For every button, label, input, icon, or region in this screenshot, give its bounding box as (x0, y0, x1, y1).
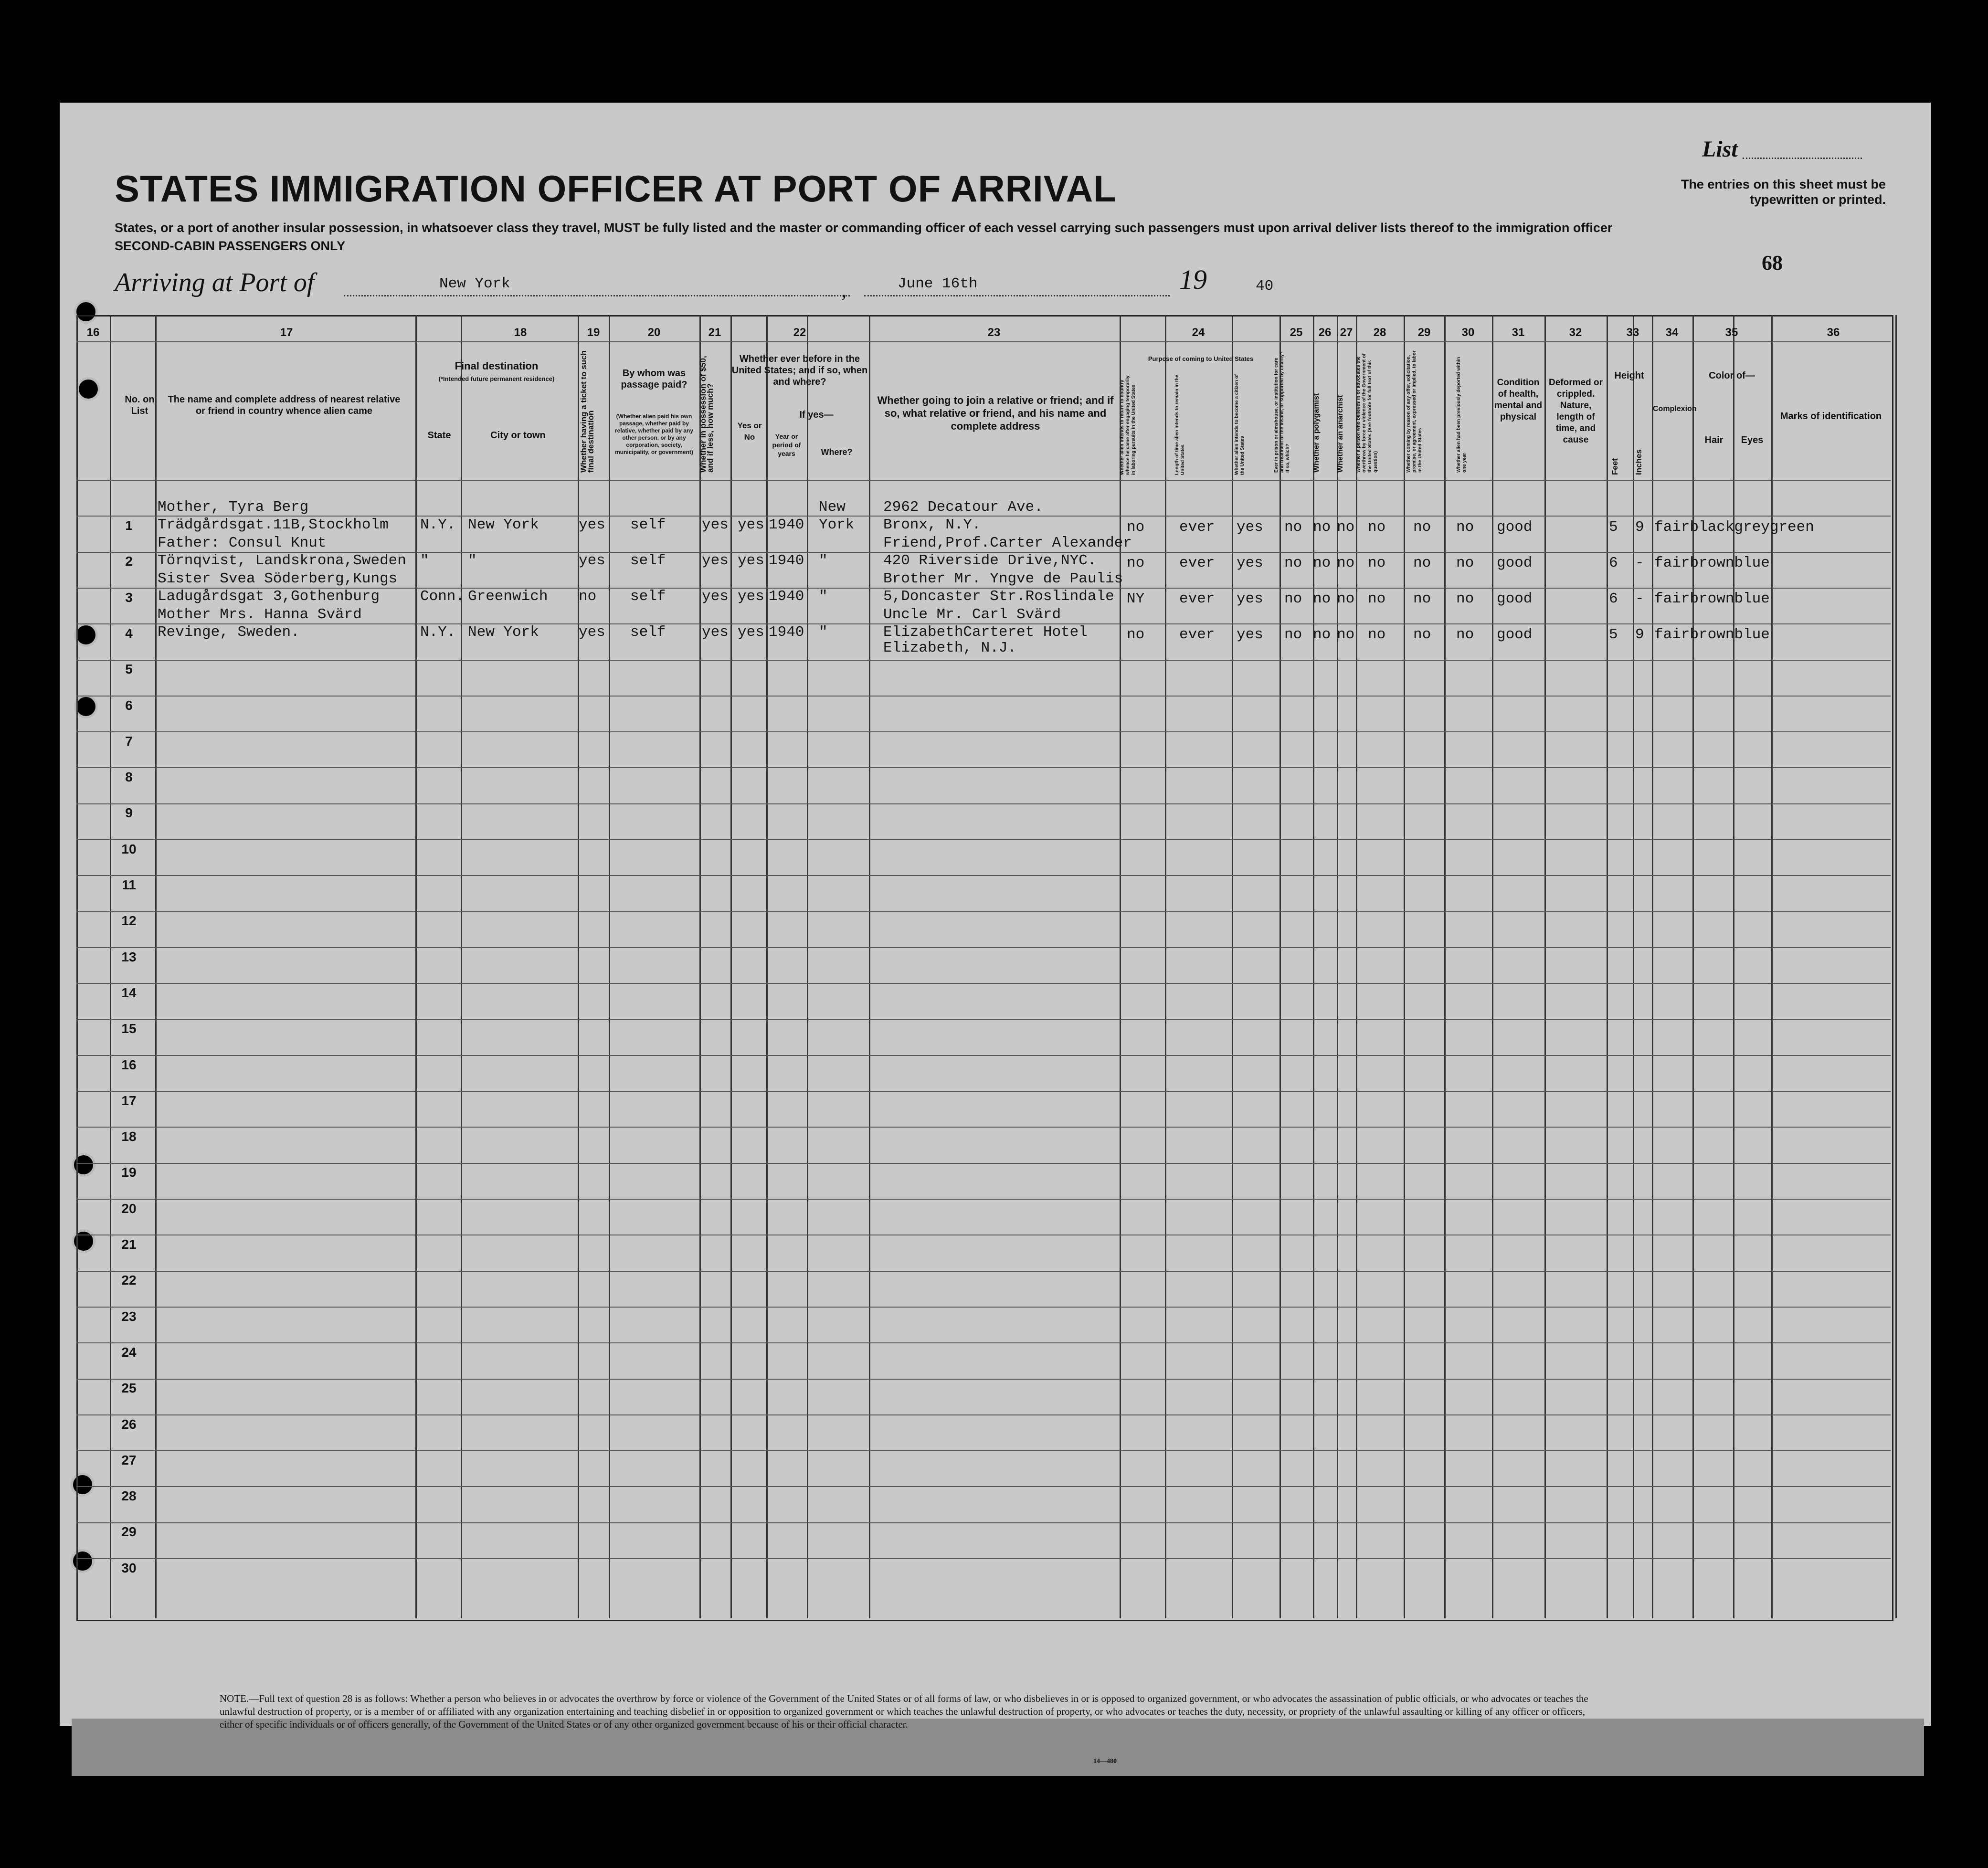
row-divider (76, 1019, 1891, 1020)
column-divider (1356, 315, 1357, 1618)
column-divider (1771, 315, 1773, 1618)
column-number: 16 (86, 326, 100, 339)
column-number: 34 (1665, 326, 1679, 339)
entry-city: " (468, 552, 477, 569)
entry-where: New (819, 499, 846, 516)
column-divider (1607, 315, 1608, 1618)
row-number: 5 (125, 662, 133, 677)
entry-polygamist: no (1313, 519, 1331, 536)
entry-length-of-stay: ever (1179, 626, 1215, 643)
entry-health: good (1497, 519, 1533, 536)
row-number: 12 (121, 913, 137, 929)
header-final-destination-note: (*Intended future permanent residence) (438, 375, 555, 382)
column-divider (461, 315, 462, 1618)
entry-state: N.Y. (420, 517, 456, 533)
row-number: 20 (121, 1201, 137, 1216)
port-value: New York (439, 275, 510, 292)
entry-relative-address: Ladugårdsgat 3,Gothenburg (158, 588, 380, 605)
entry-height-feet: 5 (1609, 626, 1618, 643)
header-offer: Whether coming by reason of any offer, solicitation, promise, or agreement, expressed or implied, to labor in the United States (1406, 350, 1423, 473)
class-line: SECOND-CABIN PASSENGERS ONLY (115, 239, 346, 253)
header-year-or-period: Year or period of years (772, 433, 801, 457)
entry-passage-paid: self (630, 588, 666, 605)
column-divider (1692, 315, 1694, 1618)
header-join-relative: Whether going to join a relative or friend; and if so, what relative or friend, and his name and complete address (877, 394, 1114, 432)
row-number: 16 (121, 1057, 137, 1072)
comma-separator: , (841, 278, 846, 302)
row-divider (76, 803, 1891, 804)
entry-state: " (420, 552, 429, 569)
column-divider (415, 315, 417, 1618)
column-number: 29 (1417, 326, 1431, 339)
row-number: 29 (121, 1524, 137, 1540)
entry-state: Conn. (420, 588, 465, 605)
row-number: 18 (121, 1129, 137, 1144)
row-divider (76, 341, 1891, 342)
header-feet: Feet (1610, 458, 1619, 475)
entry-complexion-hair-eyes: fairbrownblue (1654, 591, 1770, 607)
entry-complexion-hair-eyes: fairbrownblue (1654, 555, 1770, 571)
row-number: 23 (121, 1309, 137, 1324)
row-number: 25 (121, 1381, 137, 1396)
entry-height-inches: - (1635, 591, 1644, 607)
column-divider (1232, 315, 1233, 1618)
entry-return: no (1127, 555, 1145, 571)
column-number: 36 (1827, 326, 1840, 339)
entry-possession: yes (702, 624, 729, 641)
row-number: 6 (125, 697, 133, 713)
entry-where: " (819, 552, 828, 569)
entry-join-relative: Friend,Prof.Carter Alexander (883, 535, 1132, 551)
header-purpose-citizen: Whether alien intends to become a citizen of the United States (1234, 374, 1245, 475)
header-ever-before: Whether ever before in the United States; and if so, when and where? (731, 354, 868, 387)
entry-relative-address: Revinge, Sweden. (158, 624, 300, 641)
header-ticket: Whether having a ticket to such final destination (579, 350, 595, 473)
entry-join-relative: Brother Mr. Yngve de Paulis (883, 570, 1123, 587)
entry-length-of-stay: ever (1179, 591, 1215, 607)
column-divider (1733, 315, 1734, 1618)
entry-height-feet: 6 (1609, 591, 1618, 607)
row-number: 19 (121, 1165, 137, 1180)
entry-deported: no (1456, 555, 1474, 571)
row-divider (76, 1379, 1891, 1380)
entry-relative-name: Father: Consul Knut (158, 535, 327, 551)
row-divider (76, 1486, 1891, 1487)
header-no-on-list: No. on List (125, 394, 155, 416)
header-condition: Condition of health, mental and physical (1494, 378, 1543, 422)
list-underline (1743, 158, 1862, 159)
entry-relative-name: Mother Mrs. Hanna Svärd (158, 606, 362, 623)
row-divider (76, 1522, 1891, 1523)
entry-citizen: yes (1237, 519, 1263, 536)
column-number: 31 (1512, 326, 1525, 339)
list-label: List (1702, 137, 1738, 162)
entry-height-inches: 9 (1635, 626, 1644, 643)
row-divider (76, 1163, 1891, 1164)
entry-ticket: yes (579, 624, 605, 641)
column-number: 32 (1569, 326, 1582, 339)
header-where: Where? (821, 447, 853, 457)
row-number: 24 (121, 1344, 137, 1360)
column-divider (1120, 315, 1121, 1618)
row-divider (76, 1342, 1891, 1343)
row-number: 17 (121, 1093, 137, 1108)
column-divider (1444, 315, 1446, 1618)
entry-join-address: 5,Doncaster Str.Roslindale (883, 588, 1114, 605)
entry-health: good (1497, 591, 1533, 607)
entry-length-of-stay: ever (1179, 519, 1215, 536)
entry-city: New York (468, 517, 539, 533)
row-number: 26 (121, 1416, 137, 1432)
entry-join-address: Bronx, N.Y. (883, 517, 981, 533)
header-yes-or-no: Yes or No (737, 421, 762, 442)
entry-deported: no (1456, 591, 1474, 607)
column-divider (1633, 315, 1634, 1618)
column-number: 25 (1290, 326, 1303, 339)
row-divider (76, 875, 1891, 876)
entry-join-address: Elizabeth, N.J. (883, 640, 1017, 656)
column-divider (1337, 315, 1338, 1618)
entry-polygamist: no (1313, 591, 1331, 607)
header-marks: Marks of identification (1780, 411, 1882, 422)
row-divider (76, 1271, 1891, 1272)
row-number: 7 (125, 733, 133, 749)
entry-ever-before: yes (738, 552, 764, 569)
entry-prison: no (1284, 591, 1302, 607)
row-divider (76, 983, 1891, 984)
entry-ever-before: yes (738, 624, 764, 641)
entry-offer: no (1413, 555, 1431, 571)
entry-anarchist: no (1337, 626, 1355, 643)
column-divider (1313, 315, 1314, 1618)
column-divider (730, 315, 732, 1618)
row-number: 22 (121, 1273, 137, 1288)
column-number: 19 (587, 326, 600, 339)
column-divider (1165, 315, 1166, 1618)
row-divider (76, 839, 1891, 840)
entry-city: New York (468, 624, 539, 641)
entry-offer: no (1413, 591, 1431, 607)
year-prefix: 19 (1179, 264, 1207, 295)
form-subtitle: States, or a port of another insular possession, in whatsoever class they travel, MUST be fully listed and the master or commanding officer of each vessel carrying such passengers must upon arrival deliver lists thereof to the immigration officer (115, 221, 1613, 235)
row-number: 13 (121, 949, 137, 964)
form-title: STATES IMMIGRATION OFFICER AT PORT OF ARRIVAL (115, 168, 1117, 210)
sheet-number: 68 (1762, 251, 1783, 274)
entry-year: 1940 (769, 588, 804, 605)
row-divider (76, 1199, 1891, 1200)
row-divider (76, 1414, 1891, 1415)
entry-deported: no (1456, 626, 1474, 643)
entry-relative-address: Trädgårdsgat.11B,Stockholm (158, 517, 389, 533)
header-final-destination: Final destination (455, 360, 539, 372)
column-number: 24 (1192, 326, 1205, 339)
header-polygamist: Whether a polygamist (1312, 393, 1321, 473)
entry-anarchist: no (1337, 591, 1355, 607)
header-hair: Hair (1704, 435, 1724, 445)
column-number: 27 (1340, 326, 1353, 339)
entry-ticket: yes (579, 517, 605, 533)
header-state: State (427, 430, 451, 441)
column-number: 30 (1461, 326, 1475, 339)
row-number: 14 (121, 985, 137, 1000)
row-number: 9 (125, 805, 133, 821)
footnote-q28: NOTE.—Full text of question 28 is as follows: Whether a person who believes in or advocates the overthrow by force or violence of the Government of the United States or of all forms of law, or who disbelieves in or is opposed to organized government, or who advocates the assassination of public officials, or who advocates or teaches the unlawful destruction of property, or is a member of or affiliated with any organization entertaining and teaching disbelief in or opposition to organized government or which teaches the unlawful destruction of property, or who advocates or teaches the duty, necessity, or propriety of the unlawful assaulting or killing of any officer or officers, either of specific individuals or of officers generally, of the Government of the United States or of any other organized government because of his or their official character. (220, 1693, 1588, 1730)
column-divider (1895, 315, 1897, 1618)
column-divider (110, 315, 111, 1618)
entry-length-of-stay: ever (1179, 555, 1215, 571)
column-number: 21 (708, 326, 721, 339)
column-number: 35 (1725, 326, 1738, 339)
header-eyes: Eyes (1741, 435, 1764, 445)
arriving-label: Arriving at Port of (115, 268, 315, 297)
row-divider (76, 1055, 1891, 1056)
entry-year: 1940 (769, 624, 804, 641)
entry-ever-before: yes (738, 517, 764, 533)
column-divider (766, 315, 768, 1618)
entry-ever-before: yes (738, 588, 764, 605)
column-divider (1492, 315, 1493, 1618)
row-number: 28 (121, 1488, 137, 1504)
entry-ticket: yes (579, 552, 605, 569)
header-q28: Whether a person who believes in or advocates the overthrow by force or violence of the Government of the United States (See footnote for full text of this question) (1356, 353, 1378, 473)
entry-offer: no (1413, 519, 1431, 536)
year-suffix: 40 (1256, 278, 1274, 295)
row-number: 2 (125, 554, 133, 569)
header-passage-paid: By whom was passage paid? (621, 368, 687, 390)
entry-relative-name: Mother, Tyra Berg (158, 499, 309, 516)
entry-join-address: 420 Riverside Drive,NYC. (883, 552, 1097, 569)
column-divider (1544, 315, 1546, 1618)
row-number: 4 (125, 625, 133, 641)
entry-year: 1940 (769, 517, 804, 533)
entry-state: N.Y. (420, 624, 456, 641)
entry-passage-paid: self (630, 552, 666, 569)
entry-join-relative: Uncle Mr. Carl Svärd (883, 606, 1061, 623)
entry-possession: yes (702, 517, 729, 533)
entry-height-feet: 5 (1609, 519, 1618, 536)
row-divider (76, 1558, 1891, 1559)
entry-passage-paid: self (630, 517, 666, 533)
entry-relative-name: Sister Svea Söderberg,Kungs (158, 570, 398, 587)
entry-return: no (1127, 626, 1145, 643)
entry-offer: no (1413, 626, 1431, 643)
row-divider (76, 1127, 1891, 1128)
entry-where: " (819, 588, 828, 605)
entry-polygamist: no (1313, 555, 1331, 571)
entry-prison: no (1284, 555, 1302, 571)
port-underline (344, 295, 850, 296)
form-code: 14—480 (1093, 1758, 1117, 1765)
entry-possession: yes (702, 552, 729, 569)
column-divider (869, 315, 870, 1618)
entry-passage-paid: self (630, 624, 666, 641)
row-number: 8 (125, 770, 133, 785)
entry-ticket: no (579, 588, 597, 605)
entry-complexion-hair-eyes: fairblackgreygreen (1654, 519, 1814, 536)
column-number: 18 (514, 326, 527, 339)
date-underline (864, 295, 1170, 296)
entry-q28: no (1368, 626, 1386, 643)
header-purpose: Purpose of coming to United States (1148, 355, 1254, 362)
column-number: 17 (280, 326, 293, 339)
header-city: City or town (490, 430, 546, 441)
entry-deported: no (1456, 519, 1474, 536)
entry-height-inches: 9 (1635, 519, 1644, 536)
entry-join-address: ElizabethCarteret Hotel (883, 624, 1088, 641)
date-value: June 16th (898, 275, 978, 292)
header-if-yes: If yes— (799, 410, 834, 420)
entry-health: good (1497, 626, 1533, 643)
row-number: 15 (121, 1021, 137, 1036)
row-divider (76, 696, 1891, 697)
entry-q28: no (1368, 519, 1386, 536)
entry-health: good (1497, 555, 1533, 571)
row-divider (76, 767, 1891, 768)
column-divider (578, 315, 579, 1618)
column-number: 33 (1626, 326, 1639, 339)
row-divider (76, 1450, 1891, 1451)
header-purpose-return: Whether alien intends to return to country whence he came after engaging temporarily in laboring pursuits in the United States (1120, 375, 1136, 475)
entry-height-feet: 6 (1609, 555, 1618, 571)
row-number: 1 (125, 518, 133, 533)
row-number: 27 (121, 1452, 137, 1467)
entry-q28: no (1368, 555, 1386, 571)
row-divider (76, 1091, 1891, 1092)
column-divider (1652, 315, 1653, 1618)
row-number: 30 (121, 1560, 137, 1575)
row-number: 11 (122, 877, 136, 892)
column-divider (1404, 315, 1405, 1618)
header-anarchist: Whether an anarchist (1336, 395, 1344, 473)
header-relative-address: The name and complete address of nearest relative or friend in country whence alien came (168, 394, 401, 416)
column-divider (807, 315, 808, 1618)
column-divider (76, 315, 78, 1618)
row-divider (76, 660, 1891, 661)
header-purpose-length: Length of time alien intends to remain in the United States (1174, 374, 1185, 475)
entry-where: York (819, 517, 855, 533)
row-divider (76, 1307, 1891, 1308)
header-color-of: Color of— (1709, 370, 1755, 381)
entry-possession: yes (702, 588, 729, 605)
header-height: Height (1614, 370, 1644, 381)
typewritten-instruction: The entries on this sheet must be typewritten or printed. (1681, 177, 1886, 207)
entry-prison: no (1284, 519, 1302, 536)
row-number: 3 (125, 590, 133, 605)
column-number: 26 (1318, 326, 1332, 339)
entry-where: " (819, 624, 828, 641)
header-deported: Whether alien had been previously deported within one year (1456, 357, 1467, 473)
column-number: 20 (647, 326, 661, 339)
entry-relative-address: Törnqvist, Landskrona,Sweden (158, 552, 406, 569)
entry-height-inches: - (1635, 555, 1644, 571)
entry-citizen: yes (1237, 626, 1263, 643)
header-passage-note: (Whether alien paid his own passage, whether paid by relative, whether paid by any other person, or by any corporation, society, municipality, or government) (614, 413, 694, 455)
entry-complexion-hair-eyes: fairbrownblue (1654, 626, 1770, 643)
header-prison: Ever in prison or almshouse, or institution for care and treatment of the insane, or supported by charity? If so, which? (1274, 351, 1290, 473)
column-number: 23 (987, 326, 1001, 339)
entry-join-relative: 2962 Decatour Ave. (883, 499, 1043, 516)
row-divider (76, 731, 1891, 732)
entry-anarchist: no (1337, 555, 1355, 571)
column-divider (155, 315, 157, 1618)
entry-return: no (1127, 519, 1145, 536)
entry-city: Greenwich (468, 588, 548, 605)
entry-citizen: yes (1237, 555, 1263, 571)
row-divider (76, 911, 1891, 912)
row-number: 21 (121, 1237, 137, 1252)
entry-anarchist: no (1337, 519, 1355, 536)
header-possession-50: Whether in possession of $50, and if less, how much? (698, 356, 715, 473)
column-number: 28 (1373, 326, 1386, 339)
row-number: 10 (121, 841, 137, 856)
entry-q28: no (1368, 591, 1386, 607)
entry-citizen: yes (1237, 591, 1263, 607)
row-divider (76, 947, 1891, 948)
entry-polygamist: no (1313, 626, 1331, 643)
header-complexion: Complexion (1653, 405, 1697, 413)
entry-year: 1940 (769, 552, 804, 569)
header-deformed: Deformed or crippled. Nature, length of time, and cause (1549, 378, 1603, 445)
header-inches: Inches (1634, 449, 1643, 475)
column-divider (1280, 315, 1281, 1618)
column-divider (609, 315, 610, 1618)
row-divider (76, 480, 1891, 481)
column-divider (699, 315, 701, 1618)
entry-return: NY (1127, 591, 1145, 607)
entry-prison: no (1284, 626, 1302, 643)
column-number: 22 (793, 326, 806, 339)
